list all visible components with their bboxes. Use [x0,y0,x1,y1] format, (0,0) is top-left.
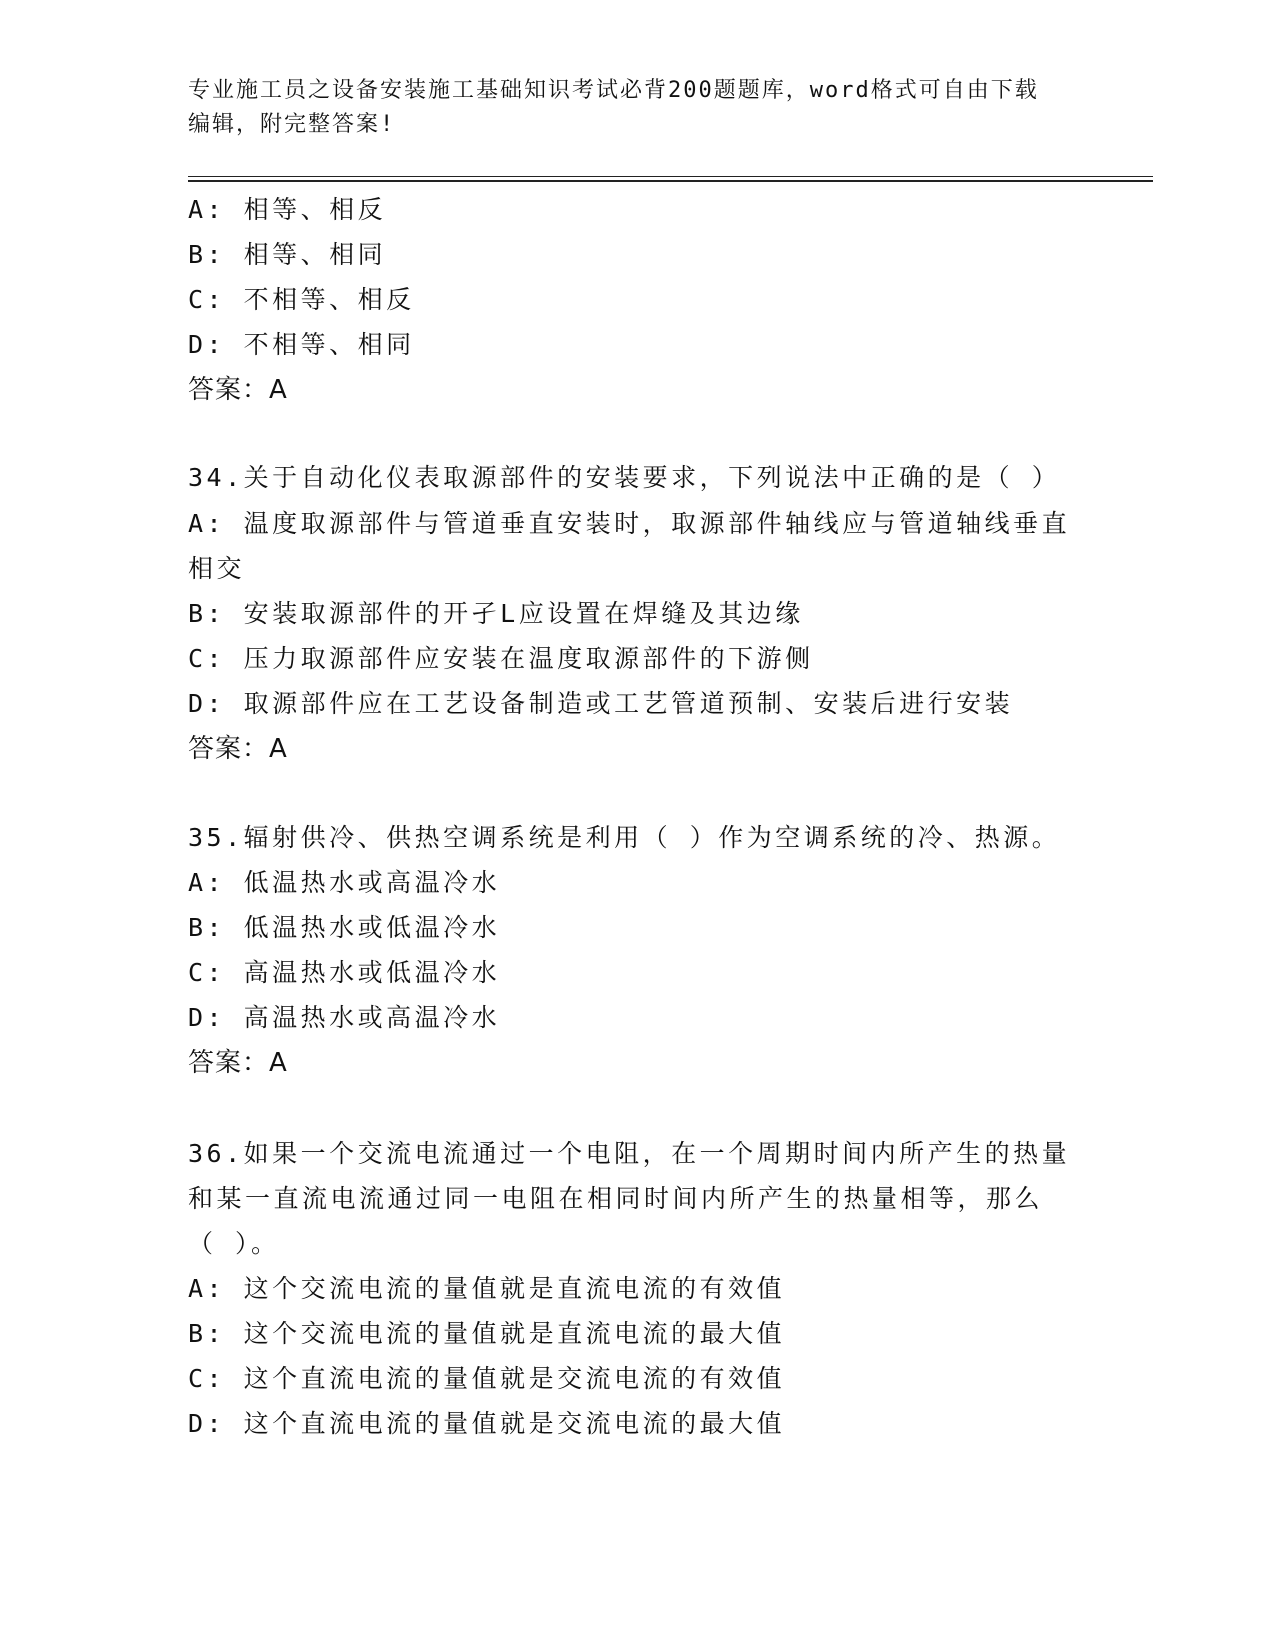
q35-answer: 答案：A [188,1048,288,1078]
q33-option-b: B: 相等、相同 [188,240,387,269]
q35-option-c: C: 高温热水或低温冷水 [188,958,501,987]
q33-answer: 答案：A [188,375,288,405]
q34-option-a-line-1: A: 温度取源部件与管道垂直安装时，取源部件轴线应与管道轴线垂直 [188,509,1071,538]
q35-option-b: B: 低温热水或低温冷水 [188,913,501,942]
q34-option-c: C: 压力取源部件应安装在温度取源部件的下游侧 [188,644,814,673]
document-header [188,74,1068,142]
q34-answer: 答案：A [188,734,288,764]
q35-option-a: A: 低温热水或高温冷水 [188,868,501,897]
header-title-line-2: 编辑，附完整答案! [188,112,396,137]
q36-stem-line-2: 和某一直流电流通过同一电阻在相同时间内所产生的热量相等，那么 [188,1184,1044,1213]
q34-option-b: B: 安装取源部件的开孑L应设置在焊缝及其边缘 [188,599,804,628]
q36-stem-line-1: 36.如果一个交流电流通过一个电阻，在一个周期时间内所产生的热量 [188,1139,1071,1168]
q33-option-d: D: 不相等、相同 [188,330,415,359]
q36-option-a: A: 这个交流电流的量值就是直流电流的有效值 [188,1274,786,1303]
q36-option-c: C: 这个直流电流的量值就是交流电流的有效值 [188,1364,786,1393]
q34-option-a-line-2: 相交 [188,554,246,583]
q36-option-d: D: 这个直流电流的量值就是交流电流的最大值 [188,1409,786,1438]
q34-stem: 34.关于自动化仪表取源部件的安装要求，下列说法中正确的是（ ） [188,463,1061,492]
q34-option-d: D: 取源部件应在工艺设备制造或工艺管道预制、安装后进行安装 [188,689,1014,718]
q33-option-c: C: 不相等、相反 [188,285,415,314]
q35-option-d: D: 高温热水或高温冷水 [188,1003,501,1032]
q36-option-b: B: 这个交流电流的量值就是直流电流的最大值 [188,1319,786,1348]
header-divider-thin [188,176,1153,177]
header-divider-thick [188,180,1153,182]
q36-stem-line-3: （ ）。 [188,1229,280,1258]
q33-option-a: A: 相等、相反 [188,195,387,224]
header-title-line-1: 专业施工员之设备安装施工基础知识考试必背200题题库，word格式可自由下载 [188,78,1039,103]
q35-stem: 35.辐射供冷、供热空调系统是利用（ ）作为空调系统的冷、热源。 [188,823,1061,852]
